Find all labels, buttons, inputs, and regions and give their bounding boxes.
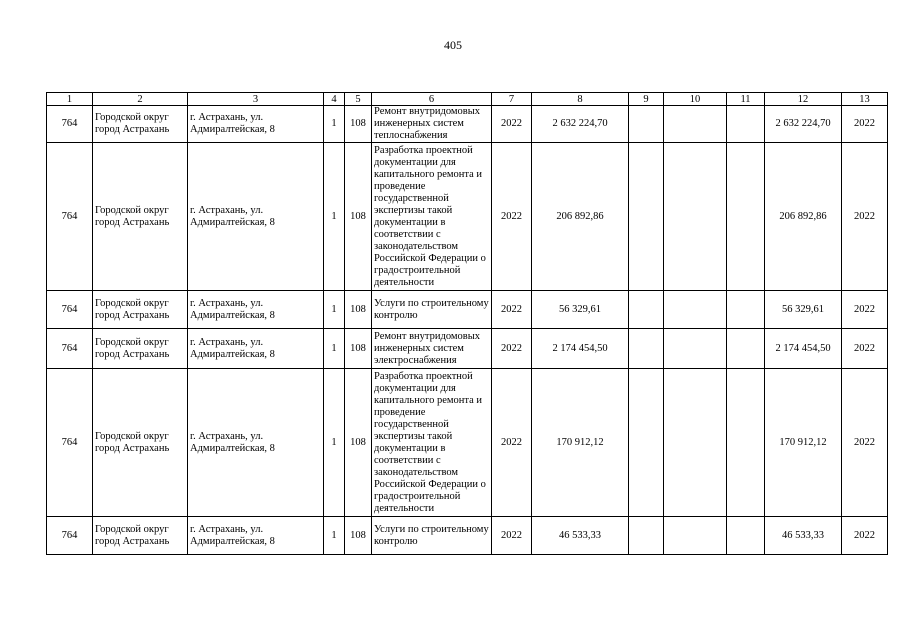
completion-year: 2022 (842, 291, 888, 329)
column-header: 8 (532, 93, 629, 106)
funding-amount: 46 533,33 (765, 517, 842, 555)
col-11 (727, 143, 765, 291)
column-header: 7 (492, 93, 532, 106)
work-type: Разработка проектной документации для капитального ремонта и проведение государственной экспертизы такой документации в соответствии с законодательством Российской Федерации о градостроительной деятельности (372, 143, 492, 291)
total-cost: 2 174 454,50 (532, 329, 629, 369)
address: г. Астрахань, ул. Адмиралтейская, 8 (188, 291, 324, 329)
municipality: Городской округ город Астрахань (93, 517, 188, 555)
col-11 (727, 369, 765, 517)
col-9 (629, 517, 664, 555)
col-4: 1 (324, 143, 345, 291)
municipality: Городской округ город Астрахань (93, 106, 188, 143)
address: г. Астрахань, ул. Адмиралтейская, 8 (188, 329, 324, 369)
table-row (47, 143, 888, 291)
year: 2022 (492, 291, 532, 329)
year: 2022 (492, 106, 532, 143)
completion-year: 2022 (842, 369, 888, 517)
year: 2022 (492, 329, 532, 369)
column-header: 12 (765, 93, 842, 106)
repair-schedule-table (46, 92, 888, 555)
record-number: 764 (47, 329, 93, 369)
column-header: 13 (842, 93, 888, 106)
col-11 (727, 291, 765, 329)
header-row (47, 93, 888, 106)
col-11 (727, 517, 765, 555)
table-row (47, 517, 888, 555)
year: 2022 (492, 143, 532, 291)
total-cost: 46 533,33 (532, 517, 629, 555)
record-number: 764 (47, 143, 93, 291)
col-4: 1 (324, 517, 345, 555)
col-5: 108 (345, 517, 372, 555)
col-9 (629, 329, 664, 369)
column-header: 2 (93, 93, 188, 106)
record-number: 764 (47, 106, 93, 143)
total-cost: 56 329,61 (532, 291, 629, 329)
municipality: Городской округ город Астрахань (93, 291, 188, 329)
page-number: 405 (444, 38, 462, 52)
completion-year: 2022 (842, 329, 888, 369)
address: г. Астрахань, ул. Адмиралтейская, 8 (188, 143, 324, 291)
col-4: 1 (324, 291, 345, 329)
work-type: Ремонт внутридомовых инженерных систем теплоснабжения (372, 106, 492, 143)
total-cost: 2 632 224,70 (532, 106, 629, 143)
completion-year: 2022 (842, 143, 888, 291)
funding-amount: 2 632 224,70 (765, 106, 842, 143)
table-row (47, 329, 888, 369)
completion-year: 2022 (842, 106, 888, 143)
funding-amount: 206 892,86 (765, 143, 842, 291)
column-header: 3 (188, 93, 324, 106)
col-9 (629, 291, 664, 329)
column-header: 11 (727, 93, 765, 106)
address: г. Астрахань, ул. Адмиралтейская, 8 (188, 517, 324, 555)
funding-amount: 56 329,61 (765, 291, 842, 329)
table-row (47, 369, 888, 517)
col-4: 1 (324, 329, 345, 369)
col-4: 1 (324, 106, 345, 143)
col-10 (664, 369, 727, 517)
col-5: 108 (345, 291, 372, 329)
column-header: 9 (629, 93, 664, 106)
col-5: 108 (345, 369, 372, 517)
table-row (47, 291, 888, 329)
column-header: 5 (345, 93, 372, 106)
col-10 (664, 143, 727, 291)
work-type: Услуги по строительному контролю (372, 291, 492, 329)
column-header: 4 (324, 93, 345, 106)
col-10 (664, 291, 727, 329)
col-9 (629, 106, 664, 143)
work-type: Услуги по строительному контролю (372, 517, 492, 555)
col-5: 108 (345, 143, 372, 291)
record-number: 764 (47, 517, 93, 555)
work-type: Ремонт внутридомовых инженерных систем электроснабжения (372, 329, 492, 369)
col-11 (727, 106, 765, 143)
col-9 (629, 369, 664, 517)
record-number: 764 (47, 369, 93, 517)
col-5: 108 (345, 106, 372, 143)
municipality: Городской округ город Астрахань (93, 143, 188, 291)
total-cost: 206 892,86 (532, 143, 629, 291)
year: 2022 (492, 517, 532, 555)
year: 2022 (492, 369, 532, 517)
column-header: 1 (47, 93, 93, 106)
municipality: Городской округ город Астрахань (93, 369, 188, 517)
address: г. Астрахань, ул. Адмиралтейская, 8 (188, 106, 324, 143)
col-4: 1 (324, 369, 345, 517)
col-10 (664, 106, 727, 143)
column-header: 10 (664, 93, 727, 106)
work-type: Разработка проектной документации для капитального ремонта и проведение государственной экспертизы такой документации в соответствии с законодательством Российской Федерации о градостроительной деятельности (372, 369, 492, 517)
completion-year: 2022 (842, 517, 888, 555)
col-9 (629, 143, 664, 291)
funding-amount: 170 912,12 (765, 369, 842, 517)
funding-amount: 2 174 454,50 (765, 329, 842, 369)
col-11 (727, 329, 765, 369)
municipality: Городской округ город Астрахань (93, 329, 188, 369)
total-cost: 170 912,12 (532, 369, 629, 517)
col-10 (664, 329, 727, 369)
record-number: 764 (47, 291, 93, 329)
address: г. Астрахань, ул. Адмиралтейская, 8 (188, 369, 324, 517)
col-10 (664, 517, 727, 555)
table-row (47, 106, 888, 143)
col-5: 108 (345, 329, 372, 369)
column-header: 6 (372, 93, 492, 106)
